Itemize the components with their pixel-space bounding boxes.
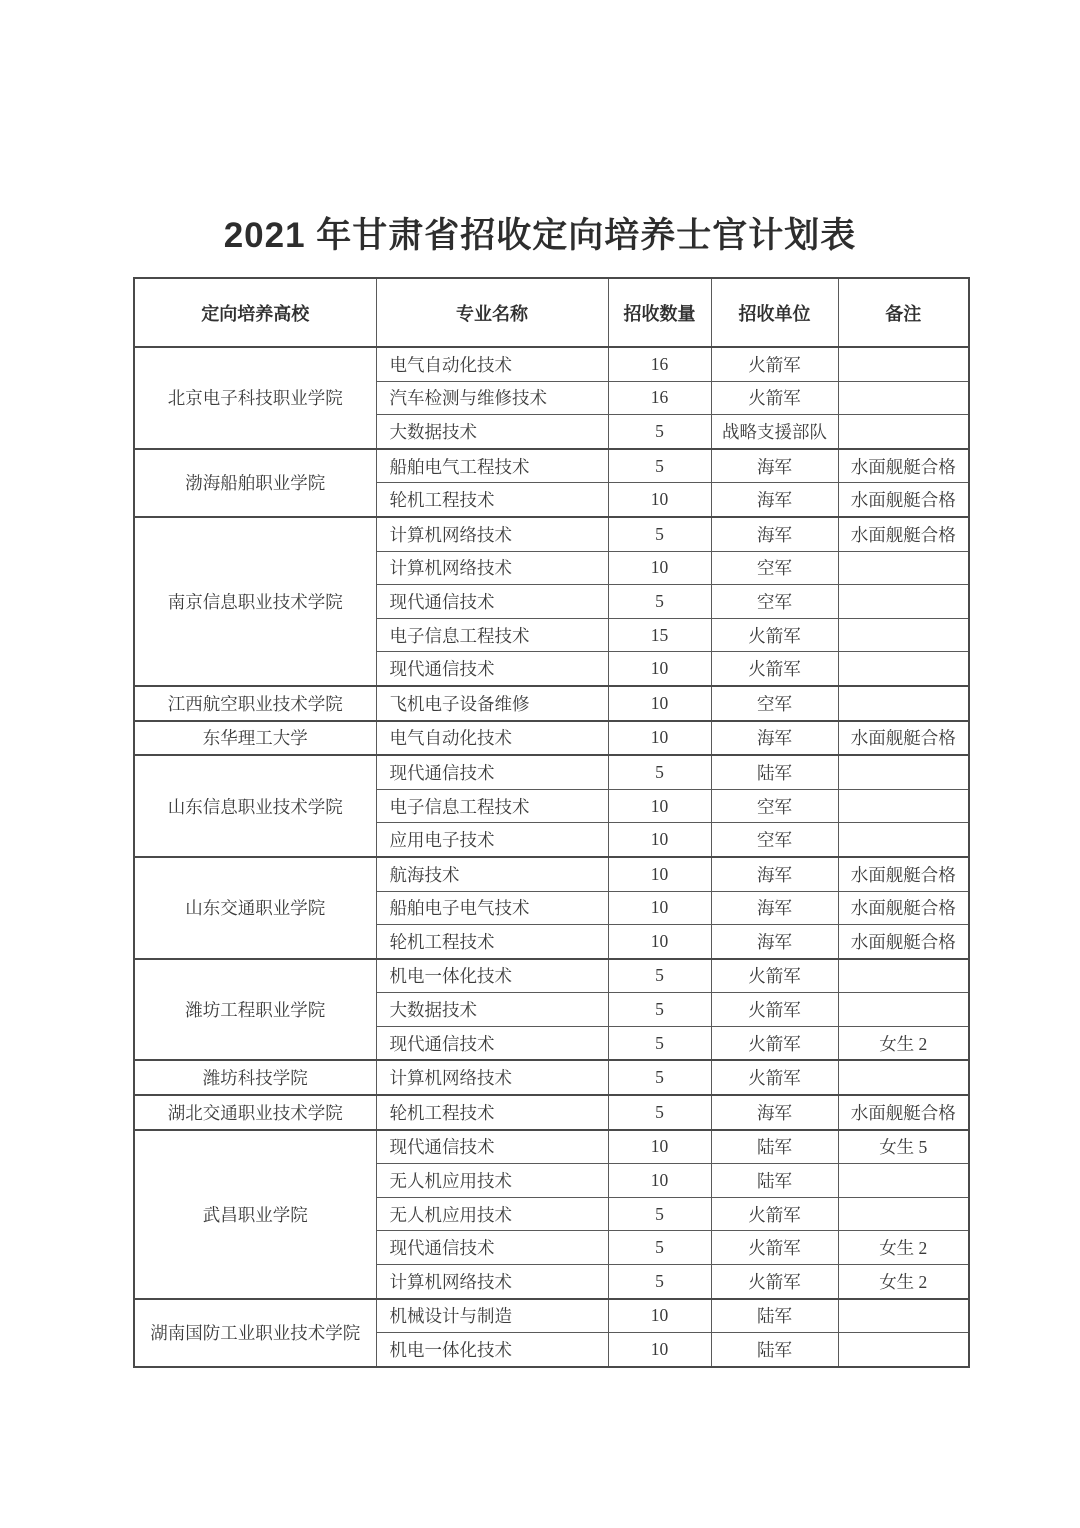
major-cell: 大数据技术 xyxy=(376,993,608,1027)
major-cell: 航海技术 xyxy=(376,857,608,891)
table-row xyxy=(134,721,969,756)
unit-cell: 空军 xyxy=(711,585,838,619)
table-row xyxy=(134,857,969,891)
major-cell: 现代通信技术 xyxy=(376,585,608,619)
note-cell xyxy=(838,347,969,381)
major-cell: 计算机网络技术 xyxy=(376,1265,608,1299)
count-cell: 10 xyxy=(608,823,711,857)
column-header-2: 招收数量 xyxy=(608,278,711,347)
table-row xyxy=(134,686,969,721)
count-cell: 10 xyxy=(608,891,711,925)
unit-cell: 海军 xyxy=(711,857,838,891)
school-group xyxy=(134,721,969,756)
note-cell xyxy=(838,585,969,619)
recruitment-plan-table xyxy=(133,277,970,1368)
school-name-cell: 湖北交通职业技术学院 xyxy=(134,1095,376,1130)
unit-cell: 海军 xyxy=(711,483,838,517)
major-cell: 应用电子技术 xyxy=(376,823,608,857)
school-name-cell: 潍坊科技学院 xyxy=(134,1060,376,1095)
major-cell: 现代通信技术 xyxy=(376,1130,608,1164)
table-header-row xyxy=(134,278,969,347)
count-cell: 10 xyxy=(608,789,711,823)
major-cell: 船舶电子电气技术 xyxy=(376,891,608,925)
count-cell: 10 xyxy=(608,925,711,959)
note-cell xyxy=(838,1164,969,1198)
note-cell xyxy=(838,1333,969,1367)
count-cell: 5 xyxy=(608,993,711,1027)
unit-cell: 火箭军 xyxy=(711,347,838,381)
note-cell xyxy=(838,551,969,585)
count-cell: 10 xyxy=(608,551,711,585)
school-name-cell: 武昌职业学院 xyxy=(134,1130,376,1299)
note-cell: 水面舰艇合格 xyxy=(838,891,969,925)
note-cell: 水面舰艇合格 xyxy=(838,1095,969,1130)
unit-cell: 火箭军 xyxy=(711,1060,838,1095)
note-cell xyxy=(838,823,969,857)
unit-cell: 陆军 xyxy=(711,1164,838,1198)
major-cell: 无人机应用技术 xyxy=(376,1164,608,1198)
major-cell: 机电一体化技术 xyxy=(376,959,608,993)
plan-table-container xyxy=(133,277,968,1368)
unit-cell: 海军 xyxy=(711,517,838,551)
note-cell: 水面舰艇合格 xyxy=(838,483,969,517)
major-cell: 汽车检测与维修技术 xyxy=(376,381,608,415)
note-cell xyxy=(838,789,969,823)
unit-cell: 火箭军 xyxy=(711,1197,838,1231)
major-cell: 轮机工程技术 xyxy=(376,483,608,517)
note-cell xyxy=(838,1299,969,1333)
table-row xyxy=(134,517,969,551)
count-cell: 5 xyxy=(608,1026,711,1060)
school-group xyxy=(134,857,969,959)
unit-cell: 陆军 xyxy=(711,1333,838,1367)
note-cell xyxy=(838,1060,969,1095)
note-cell xyxy=(838,618,969,652)
unit-cell: 陆军 xyxy=(711,1299,838,1333)
school-group xyxy=(134,449,969,517)
unit-cell: 空军 xyxy=(711,823,838,857)
school-group xyxy=(134,1299,969,1367)
table-row xyxy=(134,1060,969,1095)
unit-cell: 空军 xyxy=(711,686,838,721)
column-header-0: 定向培养高校 xyxy=(134,278,376,347)
unit-cell: 火箭军 xyxy=(711,381,838,415)
school-name-cell: 山东信息职业技术学院 xyxy=(134,755,376,857)
unit-cell: 火箭军 xyxy=(711,1231,838,1265)
unit-cell: 陆军 xyxy=(711,755,838,789)
count-cell: 5 xyxy=(608,415,711,449)
note-cell: 女生 5 xyxy=(838,1130,969,1164)
note-cell xyxy=(838,686,969,721)
count-cell: 5 xyxy=(608,449,711,483)
note-cell xyxy=(838,959,969,993)
count-cell: 5 xyxy=(608,959,711,993)
count-cell: 10 xyxy=(608,1333,711,1367)
count-cell: 10 xyxy=(608,652,711,686)
note-cell: 女生 2 xyxy=(838,1265,969,1299)
school-name-cell: 渤海船舶职业学院 xyxy=(134,449,376,517)
count-cell: 10 xyxy=(608,1164,711,1198)
note-cell: 女生 2 xyxy=(838,1026,969,1060)
major-cell: 电子信息工程技术 xyxy=(376,618,608,652)
major-cell: 轮机工程技术 xyxy=(376,925,608,959)
major-cell: 船舶电气工程技术 xyxy=(376,449,608,483)
major-cell: 计算机网络技术 xyxy=(376,1060,608,1095)
unit-cell: 陆军 xyxy=(711,1130,838,1164)
unit-cell: 海军 xyxy=(711,891,838,925)
note-cell: 水面舰艇合格 xyxy=(838,721,969,756)
count-cell: 10 xyxy=(608,686,711,721)
column-header-1: 专业名称 xyxy=(376,278,608,347)
school-name-cell: 江西航空职业技术学院 xyxy=(134,686,376,721)
table-row xyxy=(134,755,969,789)
major-cell: 计算机网络技术 xyxy=(376,551,608,585)
count-cell: 10 xyxy=(608,1130,711,1164)
count-cell: 16 xyxy=(608,347,711,381)
school-group xyxy=(134,1095,969,1130)
major-cell: 现代通信技术 xyxy=(376,755,608,789)
unit-cell: 海军 xyxy=(711,449,838,483)
note-cell: 水面舰艇合格 xyxy=(838,517,969,551)
unit-cell: 火箭军 xyxy=(711,1026,838,1060)
column-header-3: 招收单位 xyxy=(711,278,838,347)
unit-cell: 火箭军 xyxy=(711,959,838,993)
school-name-cell: 北京电子科技职业学院 xyxy=(134,347,376,449)
major-cell: 现代通信技术 xyxy=(376,652,608,686)
unit-cell: 空军 xyxy=(711,789,838,823)
major-cell: 电气自动化技术 xyxy=(376,721,608,756)
column-header-4: 备注 xyxy=(838,278,969,347)
page-title: 2021 年甘肃省招收定向培养士官计划表 xyxy=(223,216,857,255)
school-group xyxy=(134,517,969,686)
count-cell: 5 xyxy=(608,517,711,551)
major-cell: 计算机网络技术 xyxy=(376,517,608,551)
major-cell: 大数据技术 xyxy=(376,415,608,449)
count-cell: 15 xyxy=(608,618,711,652)
unit-cell: 火箭军 xyxy=(711,1265,838,1299)
table-row xyxy=(134,347,969,381)
note-cell: 水面舰艇合格 xyxy=(838,925,969,959)
major-cell: 无人机应用技术 xyxy=(376,1197,608,1231)
note-cell: 水面舰艇合格 xyxy=(838,857,969,891)
table-row xyxy=(134,1095,969,1130)
count-cell: 10 xyxy=(608,721,711,756)
major-cell: 飞机电子设备维修 xyxy=(376,686,608,721)
count-cell: 5 xyxy=(608,1265,711,1299)
count-cell: 5 xyxy=(608,755,711,789)
major-cell: 机电一体化技术 xyxy=(376,1333,608,1367)
unit-cell: 海军 xyxy=(711,1095,838,1130)
table-row xyxy=(134,449,969,483)
school-name-cell: 山东交通职业学院 xyxy=(134,857,376,959)
major-cell: 轮机工程技术 xyxy=(376,1095,608,1130)
table-row xyxy=(134,1299,969,1333)
unit-cell: 空军 xyxy=(711,551,838,585)
unit-cell: 火箭军 xyxy=(711,618,838,652)
unit-cell: 火箭军 xyxy=(711,993,838,1027)
count-cell: 10 xyxy=(608,857,711,891)
major-cell: 现代通信技术 xyxy=(376,1026,608,1060)
count-cell: 5 xyxy=(608,1060,711,1095)
unit-cell: 战略支援部队 xyxy=(711,415,838,449)
major-cell: 机械设计与制造 xyxy=(376,1299,608,1333)
note-cell xyxy=(838,1197,969,1231)
note-cell xyxy=(838,415,969,449)
school-name-cell: 东华理工大学 xyxy=(134,721,376,756)
count-cell: 10 xyxy=(608,1299,711,1333)
school-group xyxy=(134,686,969,721)
major-cell: 电子信息工程技术 xyxy=(376,789,608,823)
table-row xyxy=(134,1130,969,1164)
school-group xyxy=(134,347,969,449)
count-cell: 5 xyxy=(608,1197,711,1231)
unit-cell: 火箭军 xyxy=(711,652,838,686)
school-name-cell: 潍坊工程职业学院 xyxy=(134,959,376,1061)
school-group xyxy=(134,959,969,1061)
count-cell: 10 xyxy=(608,483,711,517)
school-name-cell: 湖南国防工业职业技术学院 xyxy=(134,1299,376,1367)
note-cell xyxy=(838,755,969,789)
note-cell: 水面舰艇合格 xyxy=(838,449,969,483)
table-row xyxy=(134,959,969,993)
note-cell xyxy=(838,993,969,1027)
unit-cell: 海军 xyxy=(711,721,838,756)
school-group xyxy=(134,755,969,857)
note-cell: 女生 2 xyxy=(838,1231,969,1265)
school-group xyxy=(134,1060,969,1095)
note-cell xyxy=(838,652,969,686)
school-group xyxy=(134,1130,969,1299)
count-cell: 5 xyxy=(608,1095,711,1130)
count-cell: 16 xyxy=(608,381,711,415)
unit-cell: 海军 xyxy=(711,925,838,959)
note-cell xyxy=(838,381,969,415)
count-cell: 5 xyxy=(608,1231,711,1265)
major-cell: 电气自动化技术 xyxy=(376,347,608,381)
count-cell: 5 xyxy=(608,585,711,619)
school-name-cell: 南京信息职业技术学院 xyxy=(134,517,376,686)
major-cell: 现代通信技术 xyxy=(376,1231,608,1265)
